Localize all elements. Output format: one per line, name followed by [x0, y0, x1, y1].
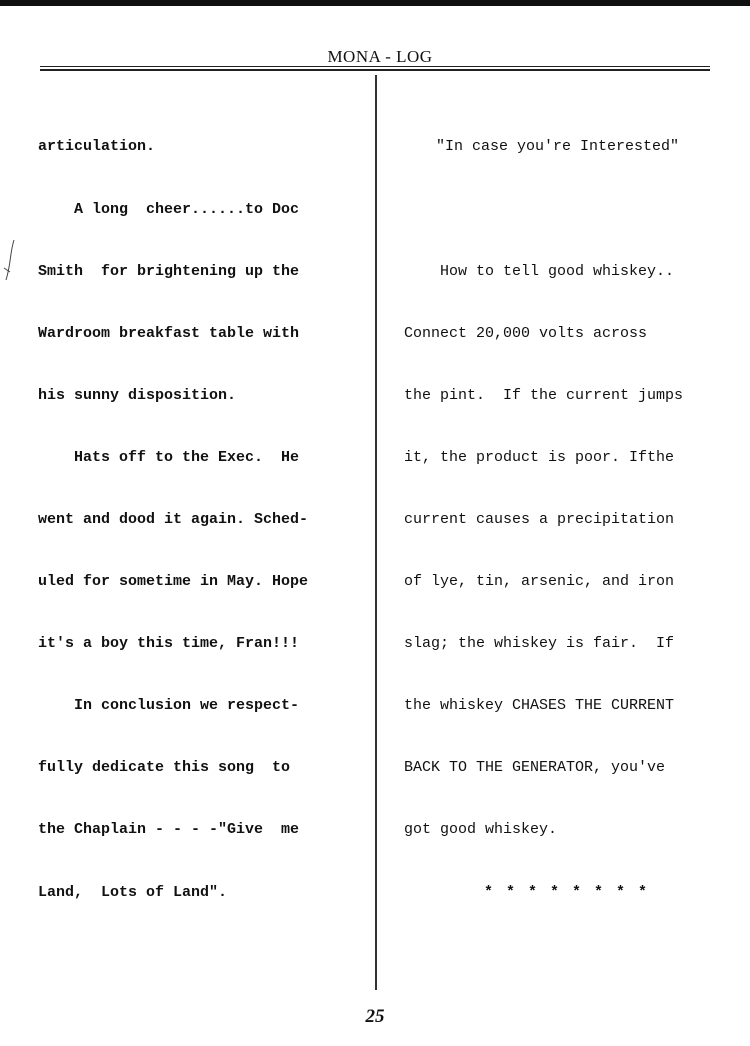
right-column-line: [404, 200, 724, 221]
right-column-line: the pint. If the current jumps: [404, 386, 684, 404]
right-column-line: current causes a precipitation: [404, 510, 675, 528]
left-column-line: In conclusion we respect-: [38, 697, 300, 715]
left-column-line: the Chaplain - - - -"Give me: [38, 821, 300, 839]
left-column-line: fully dedicate this song to: [38, 759, 291, 777]
left-column-line: articulation.: [38, 138, 156, 156]
right-column-line: got good whiskey.: [404, 821, 558, 839]
left-column-line: it's a boy this time, Fran!!!: [38, 635, 300, 653]
left-column-line: went and dood it again. Sched-: [38, 510, 309, 528]
column-divider: [375, 75, 377, 990]
page-number: 25: [365, 1006, 385, 1027]
left-column-line: his sunny disposition.: [38, 386, 237, 404]
margin-pencil-mark: [2, 238, 18, 284]
page-top-border: [0, 0, 750, 6]
left-column-line: uled for sometime in May. Hope: [38, 573, 309, 591]
left-column-line: Smith for brightening up the: [38, 262, 300, 280]
running-head: MONA - LOG: [327, 47, 433, 66]
left-column-line: Wardroom breakfast table with: [38, 324, 300, 342]
left-column-line: Hats off to the Exec. He: [38, 448, 300, 466]
right-column-line: slag; the whiskey is fair. If: [404, 635, 675, 653]
header-rule-thin: [40, 66, 710, 67]
left-column-line: Land, Lots of Land".: [38, 883, 228, 901]
left-column: [38, 96, 368, 924]
right-column: [404, 96, 724, 924]
header-rule-thick: [40, 69, 710, 71]
right-column-line: Connect 20,000 volts across: [404, 324, 648, 342]
article-heading: "In case you're Interested": [436, 138, 680, 156]
right-column-line: BACK TO THE GENERATOR, you've: [404, 759, 666, 777]
right-column-line: How to tell good whiskey..: [404, 262, 675, 280]
right-column-line: the whiskey CHASES THE CURRENT: [404, 697, 675, 715]
right-column-line: it, the product is poor. Ifthe: [404, 448, 675, 466]
right-column-line: of lye, tin, arsenic, and iron: [404, 573, 675, 591]
section-end-stars: * * * * * * * *: [484, 883, 650, 901]
left-column-line: A long cheer......to Doc: [38, 200, 300, 218]
